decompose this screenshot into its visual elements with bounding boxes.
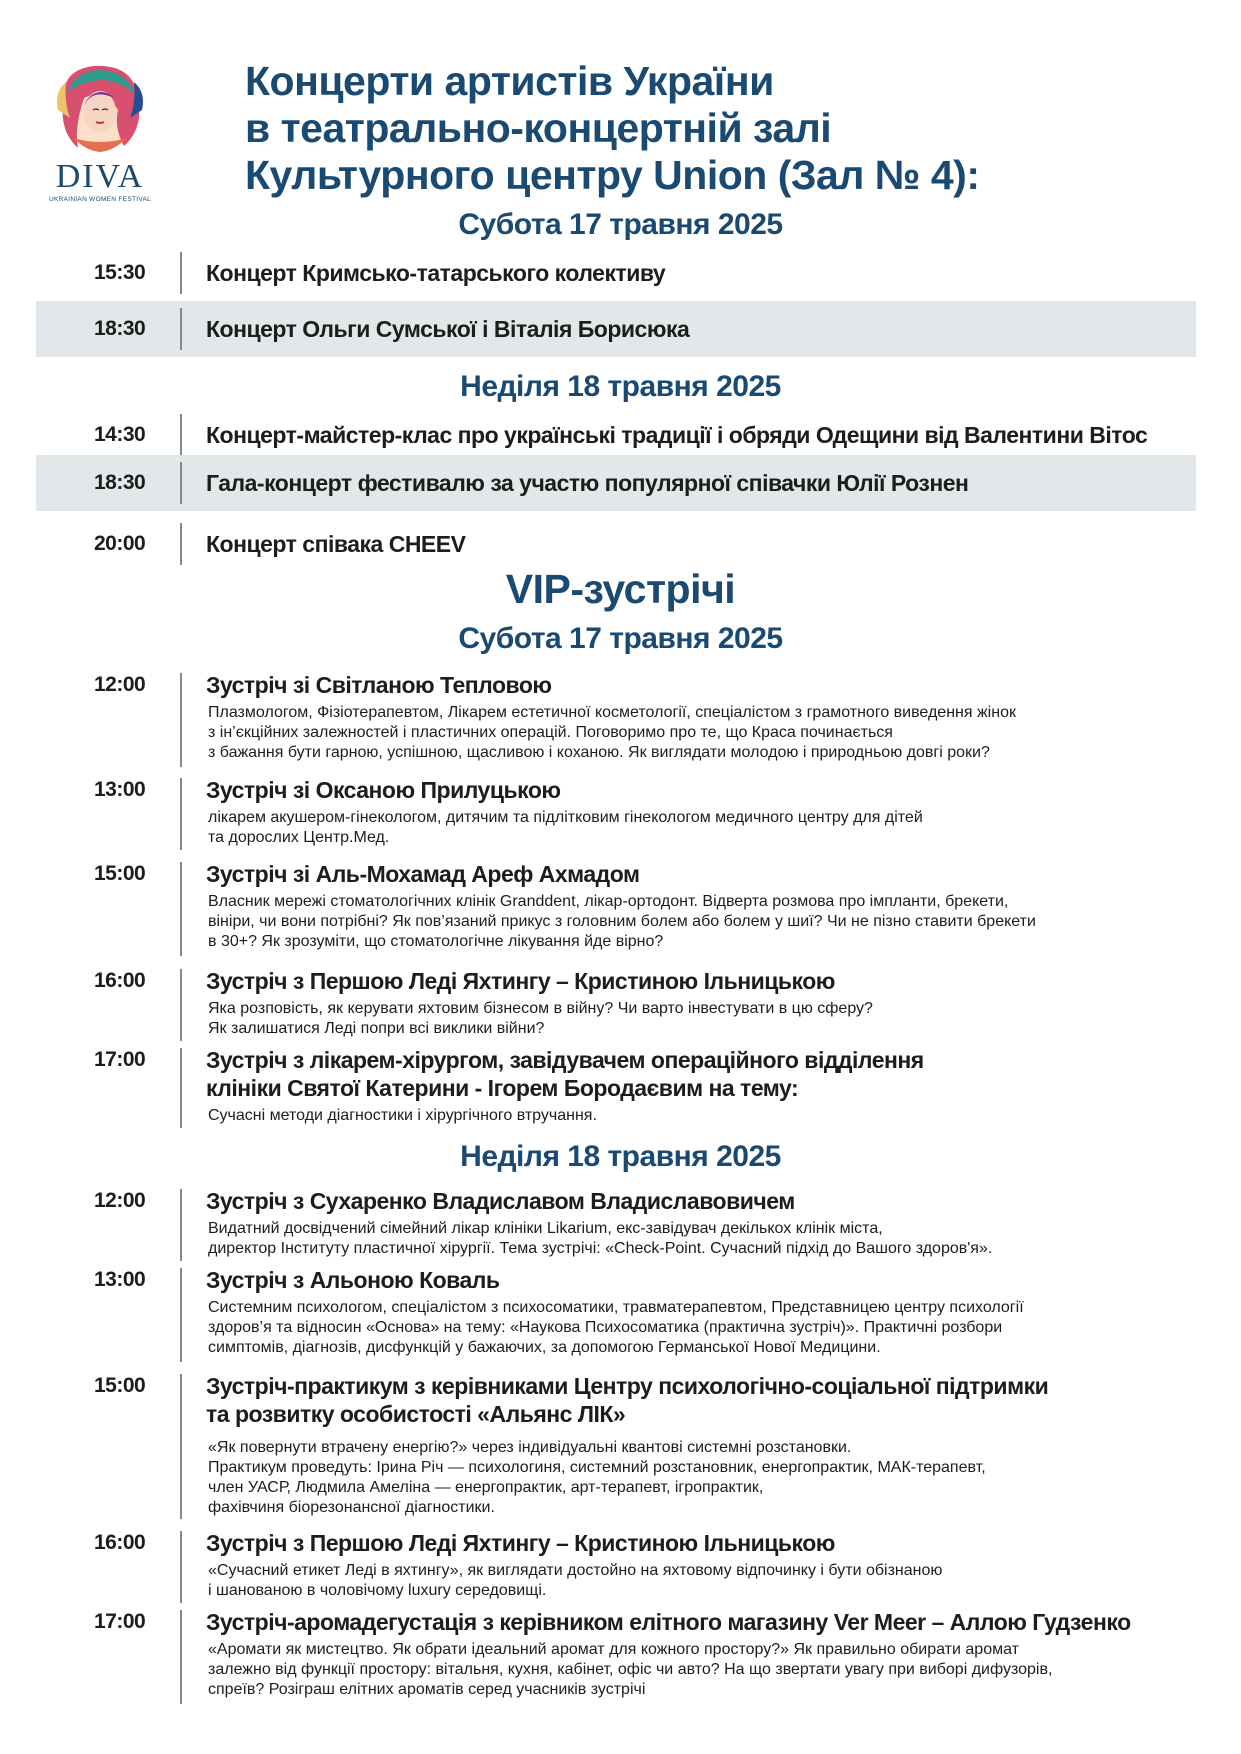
page-title (245, 58, 1145, 199)
event-time: 15:00 (94, 1374, 146, 1397)
divider (180, 523, 182, 565)
event-time: 15:30 (94, 261, 146, 284)
event-description: Власник мережі стоматологічних клінік Granddent, лікар-ортодонт. Відверта розмова про імпланти, брекети, вініри, чи вони потрібні? Як пов’язаний прикус з головним болем або болем у шиї? Чи не пізно ставити брекети в 30+? Як зрозуміти, що стоматологічне лікування йде вірно? (208, 893, 1036, 950)
divider (180, 252, 182, 294)
vip-event (36, 776, 1216, 856)
event-description: Плазмологом, Фізіотерапевтом, Лікарем естетичної косметології, спеціалістом з грамотного виведення жінок з ін’єкційних залежностей і пластичних операцій. Поговоримо про те, що Краса починається з бажання бути гарною, успішною, щасливою і коханою. Як виглядати молодою і природньою довгі роки? (208, 704, 1016, 761)
event-time: 12:00 (94, 673, 146, 696)
event-time: 13:00 (94, 1268, 146, 1291)
event-title: Концерт співака CHEEV (206, 531, 466, 557)
divider (180, 1531, 182, 1603)
event-title: Зустріч зі Світланою Тепловою (206, 672, 552, 698)
vip-saturday-heading: Субота 17 травня 2025 (458, 622, 783, 655)
concerts-sunday-heading: Неділя 18 травня 2025 (460, 370, 781, 403)
divider (180, 1189, 182, 1261)
divider (180, 1268, 182, 1362)
concert-row (36, 455, 1196, 511)
event-time: 16:00 (94, 969, 146, 992)
vip-event (36, 1372, 1216, 1522)
event-title: Концерт Кримсько-татарського колективу (206, 260, 666, 286)
concert-row (36, 245, 1196, 301)
event-title: Зустріч зі Оксаною Прилуцькою (206, 777, 561, 803)
event-title: Концерт-майстер-клас про українські традиції і обряди Одещини від Валентини Вітос (206, 422, 1148, 448)
event-title: Зустріч-практикум з керівниками Центру психологічно-соціальної підтримки та розвитку особистості «Альянс ЛІК» (206, 1373, 1049, 1427)
event-title: Концерт Ольги Сумської і Віталія Борисюка (206, 316, 690, 342)
divider (180, 969, 182, 1041)
vip-event (36, 1187, 1216, 1267)
event-description: Сучасні методи діагностики і хірургічного втручання. (208, 1107, 597, 1124)
event-description: «Аромати як мистецтво. Як обрати ідеальний аромат для кожного простору?» Як правильно обирати аромат залежно від функції простору: вітальня, кухня, кабінет, офіс чи авто? На що звертати увагу при виборі дифузорів, спреїв? Розіграш елітних ароматів серед учасників зустрічі (208, 1641, 1053, 1698)
concert-row (36, 516, 1196, 572)
divider (180, 1610, 182, 1704)
event-description: «Як повернути втрачену енергію?» через індивідуальні квантові системні розстановки. Практикум проведуть: Ірина Річ — психологиня, системний розстановник, енергопрактик, МАК-терапевт, член УАСР, Людмила Амеліна — енергопрактик, арт-терапевт, ігропрактик, фахівчиня біорезонансної діагностики. (208, 1439, 986, 1516)
event-time: 17:00 (94, 1048, 146, 1071)
vip-event (36, 1266, 1216, 1366)
title-line: Культурного центру Union (Зал № 4): (245, 152, 980, 198)
vip-event (36, 1529, 1216, 1609)
divider (180, 1048, 182, 1128)
title-line: Концерти артистів України (245, 58, 774, 104)
festival-logo-icon (44, 58, 156, 158)
event-description: Видатний досвідчений сімейний лікар клініки Likarium, екс-завідувач декількох клінік міста, директор Інституту пластичної хірургії. Тема зустрічі: «Check-Point. Сучасний підхід до Вашого здоров'я». (208, 1220, 993, 1257)
concert-row (36, 301, 1196, 357)
event-description: Яка розповість, як керувати яхтовим бізнесом в війну? Чи варто інвестувати в цю сферу? Як залишатися Леді попри всі виклики війни? (208, 1000, 873, 1037)
vip-event (36, 1046, 1216, 1136)
divider (180, 862, 182, 956)
divider (180, 414, 182, 456)
vip-sunday-heading: Неділя 18 травня 2025 (460, 1140, 781, 1173)
event-time: 16:00 (94, 1531, 146, 1554)
logo-word: DIVA (55, 158, 145, 195)
event-description: Системним психологом, спеціалістом з психосоматики, травматерапевтом, Представницею центру психології здоров’я та відносин «Основа» на тему: «Наукова Психосоматика (практична зустріч)». Практичні розбори симптомів, діагнозів, дисфункцій у бажаючих, за допомогою Германської Нової Медицини. (208, 1299, 1024, 1356)
event-time: 18:30 (94, 471, 146, 494)
event-description: лікарем акушером-гінекологом, дитячим та підлітковим гінекологом медичного центру для дітей та дорослих Центр.Мед. (208, 809, 923, 846)
vip-event (36, 967, 1216, 1047)
vip-event (36, 860, 1216, 960)
divider (180, 673, 182, 767)
event-time: 13:00 (94, 778, 146, 801)
event-title: Зустріч з Першою Леді Яхтингу – Кристиною Ільницькою (206, 1530, 835, 1556)
event-time: 14:30 (94, 423, 146, 446)
event-title: Зустріч з Першою Леді Яхтингу – Кристиною Ільницькою (206, 968, 835, 994)
title-line: в театрально-концертній залі (245, 105, 832, 151)
vip-title: VIP-зустрічі (505, 566, 736, 612)
event-time: 20:00 (94, 532, 146, 555)
vip-event (36, 671, 1216, 771)
concerts-saturday-heading: Субота 17 травня 2025 (458, 208, 783, 241)
event-time: 17:00 (94, 1610, 146, 1633)
event-description: «Сучасний етикет Леді в яхтингу», як виглядати достойно на яхтовому відпочинку і бути обізнаною і шанованою в чоловічому luxury середовищі. (208, 1562, 943, 1599)
logo-subtitle: UKRAINIAN WOMEN FESTIVAL (48, 196, 152, 203)
vip-event (36, 1608, 1216, 1708)
event-title: Зустріч з Альоною Коваль (206, 1267, 500, 1293)
divider (180, 1374, 182, 1519)
divider (180, 308, 182, 350)
event-title: Зустріч з Сухаренко Владиславом Владиславовичем (206, 1188, 795, 1214)
diva-logo (44, 58, 156, 208)
event-title: Зустріч-аромадегустація з керівником елітного магазину Ver Meer – Аллою Гудзенко (206, 1609, 1131, 1635)
event-title: Гала-концерт фестивалю за участю популярної співачки Юлії Рознен (206, 470, 969, 496)
divider (180, 462, 182, 504)
event-time: 12:00 (94, 1189, 146, 1212)
event-time: 15:00 (94, 862, 146, 885)
event-title: Зустріч з лікарем-хірургом, завідувачем операційного відділення клініки Святої Катерини - Ігорем Бородаєвим на тему: (206, 1047, 924, 1101)
event-title: Зустріч зі Аль-Мохамад Ареф Ахмадом (206, 861, 640, 887)
divider (180, 778, 182, 850)
event-time: 18:30 (94, 317, 146, 340)
